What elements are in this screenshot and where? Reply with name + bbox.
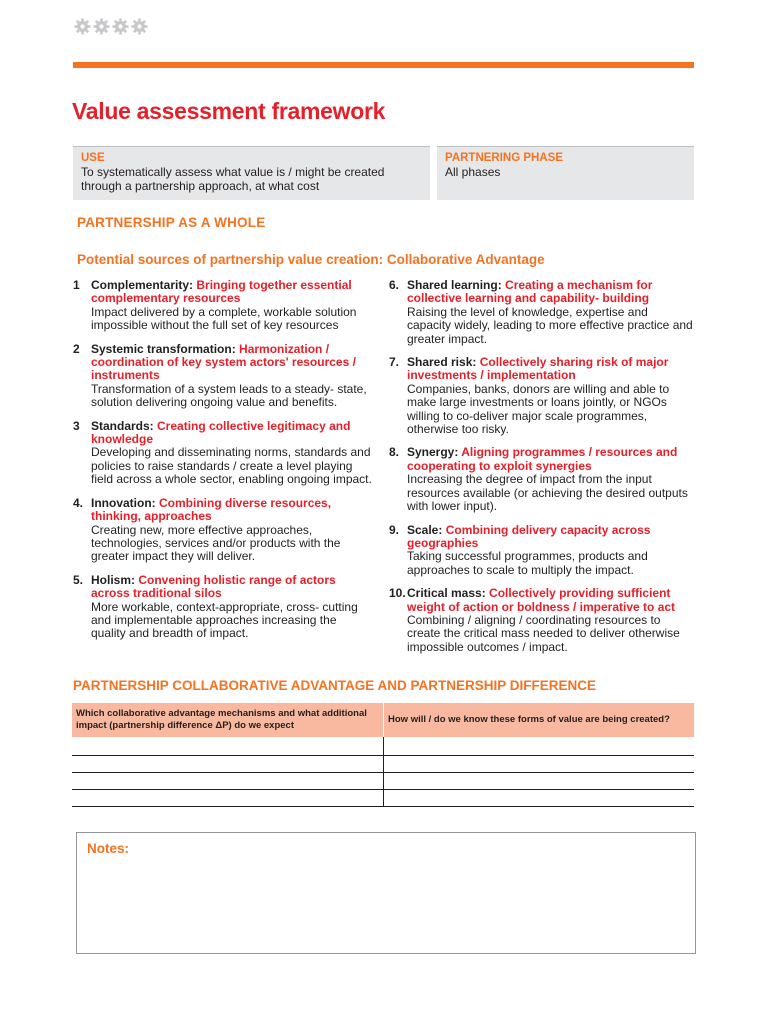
item-number: 2 bbox=[73, 341, 80, 356]
item-title: Standards: bbox=[91, 418, 158, 433]
list-item bbox=[73, 574, 373, 641]
table-cell-input[interactable] bbox=[384, 790, 695, 807]
item-title: Shared risk: bbox=[407, 355, 480, 370]
list-item bbox=[389, 446, 694, 513]
list-item bbox=[73, 497, 373, 564]
item-description: Transformation of a system leads to a steady- state, solution delivering ongoing value and benefits. bbox=[91, 381, 367, 410]
item-description: Combining / aligning / coordinating resources to create the critical mass needed to deliver otherwise impossible outcomes / impact. bbox=[407, 612, 680, 654]
item-title: Systemic transformation: bbox=[91, 341, 240, 356]
item-number: 8. bbox=[389, 445, 400, 460]
header-divider bbox=[73, 62, 694, 68]
phase-box bbox=[437, 146, 694, 200]
table-row bbox=[72, 737, 694, 756]
list-item bbox=[73, 279, 373, 333]
gear-icon bbox=[131, 18, 148, 35]
item-description: More workable, context-appropriate, cross- cutting and implementable approaches increasing the quality and breadth of impact. bbox=[91, 599, 358, 641]
section-heading: PARTNERSHIP AS A WHOLE bbox=[77, 215, 266, 230]
item-description: Impact delivered by a complete, workable solution impossible without the full set of key resources bbox=[91, 304, 357, 333]
page-title: Value assessment framework bbox=[72, 98, 386, 124]
item-highlight: Collectively providing sufficient weight of action or boldness / imperative to act bbox=[407, 586, 676, 614]
item-number: 3 bbox=[73, 418, 80, 433]
item-description: Companies, banks, donors are willing and able to make large investments or loans jointly, or NGOs willing to co-deliver major scale programmes, otherwise too risky. bbox=[407, 381, 670, 437]
use-label: USE bbox=[81, 152, 105, 164]
item-highlight: Harmonization / coordination of key system actors' resources / instruments bbox=[91, 341, 356, 383]
item-number: 7. bbox=[389, 355, 400, 370]
phase-text: All phases bbox=[445, 165, 501, 179]
table-cell-input[interactable] bbox=[72, 756, 384, 773]
notes-label: Notes: bbox=[87, 841, 130, 856]
partnership-difference-table bbox=[72, 703, 694, 807]
table-row bbox=[72, 773, 694, 790]
item-description: Increasing the degree of impact from the input resources available (or achieving the desired outputs with lower input). bbox=[407, 472, 688, 514]
list-item bbox=[389, 587, 694, 654]
item-highlight: Creating a mechanism for collective learning and capability- building bbox=[407, 278, 653, 306]
item-title: Shared learning: bbox=[407, 278, 506, 292]
advantage-list-left bbox=[73, 279, 373, 651]
gear-icon bbox=[93, 18, 110, 35]
item-title: Complementarity: bbox=[91, 278, 197, 292]
table-cell-input[interactable] bbox=[72, 737, 384, 756]
column-header-mechanisms: Which collaborative advantage mechanisms and what additional impact (partnership difference ΔP) do we expect bbox=[72, 703, 384, 737]
table-row bbox=[72, 790, 694, 807]
item-highlight: Combining diverse resources, thinking, approaches bbox=[91, 495, 332, 524]
table-cell-input[interactable] bbox=[384, 737, 695, 756]
use-box bbox=[73, 146, 430, 200]
item-highlight: Collectively sharing risk of major investments / implementation bbox=[407, 355, 669, 383]
gear-icon bbox=[74, 18, 91, 35]
phase-label: PARTNERING PHASE bbox=[445, 152, 563, 164]
notes-box[interactable] bbox=[76, 832, 696, 954]
item-title: Scale: bbox=[407, 522, 446, 537]
sub-heading: Potential sources of partnership value creation: Collaborative Advantage bbox=[77, 252, 545, 267]
item-number: 6. bbox=[389, 278, 400, 292]
item-title: Holism: bbox=[91, 572, 139, 587]
header-gear-icons bbox=[74, 18, 148, 35]
item-description: Taking successful programmes, products and approaches to scale to multiply the impact. bbox=[407, 549, 648, 577]
item-highlight: Combining delivery capacity across geographies bbox=[407, 522, 651, 550]
table-cell-input[interactable] bbox=[384, 756, 695, 773]
list-item bbox=[389, 279, 694, 346]
list-item bbox=[73, 420, 373, 487]
item-title: Innovation: bbox=[91, 495, 159, 510]
item-highlight: Creating collective legitimacy and knowledge bbox=[91, 418, 351, 447]
list-item bbox=[73, 343, 373, 410]
gear-icon bbox=[112, 18, 129, 35]
table-cell-input[interactable] bbox=[384, 773, 695, 790]
table-cell-input[interactable] bbox=[72, 790, 384, 807]
list-item bbox=[389, 356, 694, 436]
table-row bbox=[72, 756, 694, 773]
advantage-list-right bbox=[389, 279, 694, 664]
list-item bbox=[389, 524, 694, 578]
table-heading: PARTNERSHIP COLLABORATIVE ADVANTAGE AND PARTNERSHIP DIFFERENCE bbox=[73, 678, 597, 693]
item-number: 4. bbox=[73, 495, 84, 510]
item-number: 10. bbox=[389, 586, 406, 601]
item-highlight: Bringing together essential complementary resources bbox=[91, 278, 352, 306]
item-description: Developing and disseminating norms, standards and policies to raise standards / create a level playing field across a whole sector, enabling ongoing impact. bbox=[91, 445, 372, 487]
item-highlight: Convening holistic range of actors across traditional silos bbox=[91, 572, 336, 601]
table-header-row bbox=[72, 703, 694, 737]
table-cell-input[interactable] bbox=[72, 773, 384, 790]
item-highlight: Aligning programmes / resources and cooperating to exploit synergies bbox=[407, 445, 678, 473]
item-description: Creating new, more effective approaches, technologies, services and/or products with the greater impact they will deliver. bbox=[91, 522, 341, 564]
item-title: Critical mass: bbox=[407, 586, 490, 601]
item-number: 5. bbox=[73, 572, 84, 587]
use-text: To systematically assess what value is / might be created through a partnership approach, at what cost bbox=[81, 165, 385, 193]
item-title: Synergy: bbox=[407, 445, 462, 460]
column-header-evidence: How will / do we know these forms of value are being created? bbox=[384, 703, 695, 737]
item-number: 1 bbox=[73, 278, 80, 292]
item-number: 9. bbox=[389, 522, 400, 537]
item-description: Raising the level of knowledge, expertise and capacity widely, leading to more effective practice and greater impact. bbox=[407, 304, 693, 346]
